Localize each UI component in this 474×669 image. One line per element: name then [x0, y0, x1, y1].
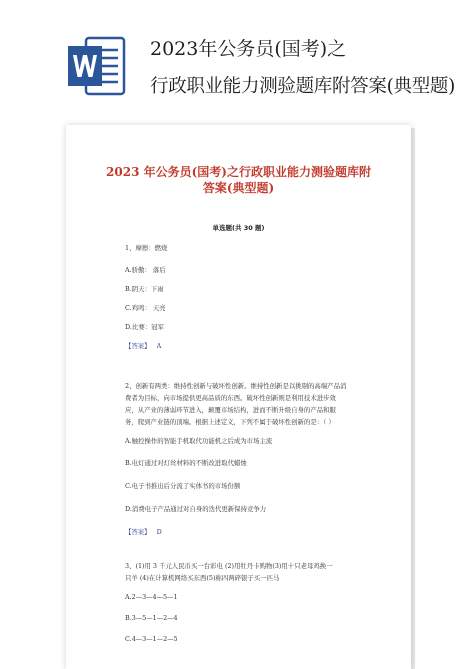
q2-stem-line-4: 务，爬到产业链的顶端。根据上述定义，下列不属于破坏性创新的是：（ ） [125, 418, 335, 426]
q1-answer-value: A [156, 342, 162, 350]
page-title-line-1: 2023年公务员(国考)之 [150, 38, 347, 60]
q3-stem-line-2: 只羊 (4)在计算机网络买东西(5)称四两碎银子买一匹马 [125, 574, 280, 582]
q2-option-b: B.电灯通过对灯丝材料的不断改进取代蜡烛 [125, 459, 247, 467]
document-page [66, 125, 411, 669]
q2-answer-label: 【答案】 [125, 528, 151, 536]
q1-option-b: B.阴天：下雨 [125, 285, 164, 293]
q1-option-c: C.鸡鸣： 天亮 [125, 304, 166, 312]
q1-answer [125, 341, 161, 350]
q1-option-d: D.比赛：冠军 [125, 323, 164, 331]
page-title-line-2: 行政职业能力测验题库附答案(典型题) [150, 76, 456, 97]
q3-option-c: C.4—3—1—2—5 [125, 635, 178, 643]
q2-stem-line-2: 费者为目标，向市场提供更高品质的东西。破坏性创新则是利用技术进步效 [125, 394, 336, 402]
q3-option-a: A.2—3—4—5—1 [125, 593, 178, 601]
q3-option-b: B.3—5—1—2—4 [125, 614, 178, 622]
q2-answer [125, 527, 162, 536]
doc-title-line-1: 2023 年公务员(国考)之行政职业能力测验题库附 [106, 165, 371, 179]
word-icon [66, 34, 128, 98]
q1-answer-label: 【答案】 [125, 342, 151, 350]
q2-option-d: D.消费电子产品通过对自身的迭代更新保持竞争力 [125, 505, 267, 513]
q2-option-a: A.触控操作的智能手机取代功能机之后成为市场主流 [125, 437, 273, 445]
q2-option-c: C.电子书推出后分流了实体书的市场份额 [125, 482, 241, 490]
q2-answer-value: D [156, 528, 162, 536]
header [0, 0, 474, 130]
q1-option-a: A.骄傲： 落后 [125, 266, 166, 274]
q3-stem-line-1: 3、(1)用 3 千元人民币买一台彩电 (2)用牡丹卡购物(3)用十只老母鸡换一 [125, 562, 333, 570]
q2-stem-line-3: 应，从产业的薄弱环节进入，颠覆市场结构，进而不断升级自身的产品和服 [125, 406, 336, 414]
q1-stem: 1、摩擦：燃烧 [125, 244, 168, 252]
q2-stem-line-1: 2、创新有两类：维持性创新与破坏性创新。维持性创新是以挑剔的高端产品消 [125, 382, 347, 390]
section-heading: 单选题(共 30 题) [212, 224, 265, 232]
doc-title-line-2: 答案(典型题) [202, 181, 275, 195]
